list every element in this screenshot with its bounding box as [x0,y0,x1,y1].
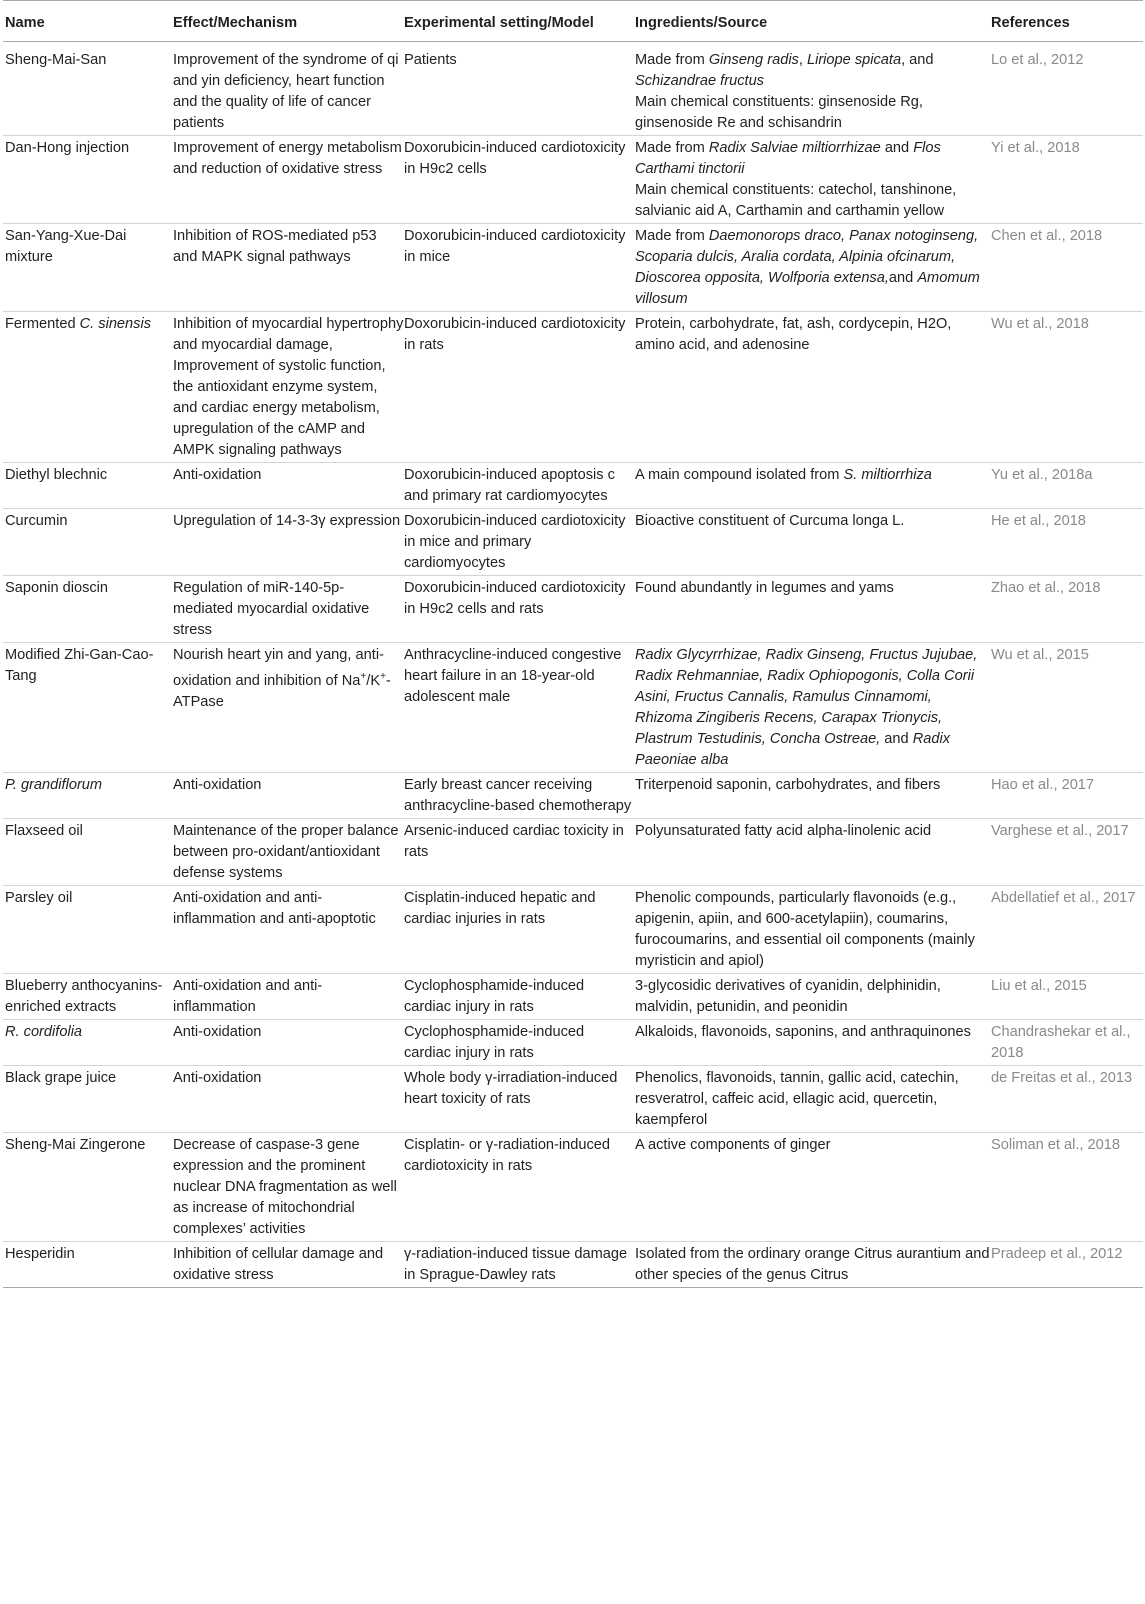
header-effect: Effect/Mechanism [173,15,298,31]
cell-name: Fermented C. sinensis [5,316,151,332]
cell-reference[interactable]: Chandrashekar et al., 2018 [991,1024,1131,1061]
cell-model: Early breast cancer receiving anthracycline-based chemotherapy [404,777,632,814]
table-row [3,136,1143,224]
cell-reference[interactable]: de Freitas et al., 2013 [991,1070,1133,1086]
cell-source: A main compound isolated from S. miltiorrhiza [635,467,932,483]
cell-model: Cyclophosphamide-induced cardiac injury in rats [404,978,585,1015]
table-row [3,1066,1143,1133]
cell-model: Whole body γ-irradiation-induced heart toxicity of rats [404,1070,618,1107]
cell-reference[interactable]: Pradeep et al., 2012 [991,1246,1123,1262]
cell-effect: Anti-oxidation and anti-inflammation [173,978,323,1015]
header-name: Name [5,15,45,31]
cell-reference[interactable]: Hao et al., 2017 [991,777,1095,793]
cell-model: Anthracycline-induced congestive heart failure in an 18-year-old adolescent male [404,647,622,705]
table-row [3,773,1143,819]
cell-effect: Regulation of miR-140-5p-mediated myocardial oxidative stress [173,580,370,638]
table-row [3,1020,1143,1066]
cell-reference[interactable]: Varghese et al., 2017 [991,823,1129,839]
cell-reference[interactable]: Wu et al., 2018 [991,316,1089,332]
cell-model: Patients [404,52,457,68]
cell-model: Doxorubicin-induced cardiotoxicity in mice and primary cardiomyocytes [404,513,626,571]
cell-effect: Anti-oxidation and anti-inflammation and anti-apoptotic [173,890,376,927]
cell-model: γ-radiation-induced tissue damage in Sprague-Dawley rats [404,1246,628,1283]
cell-effect: Decrease of caspase-3 gene expression and the prominent nuclear DNA fragmentation as well as increase of mitochondrial complexes’ activities [173,1137,397,1237]
cell-source: Made from Radix Salviae miltiorrhizae and Flos Carthami tinctorii Main chemical constituents: catechol, tanshinone, salvianic aid A, Carthamin and carthamin yellow [635,140,957,219]
cell-effect: Improvement of energy metabolism and reduction of oxidative stress [173,140,402,177]
cell-effect: Nourish heart yin and yang, anti-oxidation and inhibition of Na+/K+-ATPase [173,647,391,710]
cell-model: Doxorubicin-induced cardiotoxicity in rats [404,316,626,353]
table-row [3,819,1143,886]
cell-name: Diethyl blechnic [5,467,108,483]
cell-name: Curcumin [5,513,68,529]
table-header [3,1,1143,42]
table-row [3,224,1143,312]
cell-name: Saponin dioscin [5,580,109,596]
table-row [3,42,1143,136]
table-row [3,974,1143,1020]
cell-name: Hesperidin [5,1246,75,1262]
cell-reference[interactable]: Chen et al., 2018 [991,228,1103,244]
cell-effect: Inhibition of ROS-mediated p53 and MAPK signal pathways [173,228,377,265]
cell-name: Black grape juice [5,1070,117,1086]
table-row [3,1133,1143,1242]
cell-reference[interactable]: Wu et al., 2015 [991,647,1089,663]
cell-model: Doxorubicin-induced apoptosis c and primary rat cardiomyocytes [404,467,615,504]
table-row [3,576,1143,643]
cell-source: Phenolic compounds, particularly flavonoids (e.g., apigenin, apiin, and 600-acetylapiin), coumarins, furocoumarins, and essential oil components (mainly myristicin and apiol) [635,890,975,969]
header-source: Ingredients/Source [635,15,768,31]
cell-source: A active components of ginger [635,1137,831,1153]
cell-name: Dan-Hong injection [5,140,130,156]
data-table [3,0,1143,1288]
cell-effect: Maintenance of the proper balance between pro-oxidant/antioxidant defense systems [173,823,399,881]
table-row [3,463,1143,509]
cell-effect: Anti-oxidation [173,1024,262,1040]
cell-source: Radix Glycyrrhizae, Radix Ginseng, Fructus Jujubae, Radix Rehmanniae, Radix Ophiopogonis, Colla Corii Asini, Fructus Cannalis, Ramulus Cinnamomi, Rhizoma Zingiberis Recens, Carapax Trionycis, Plastrum Testudinis, Concha Ostreae, and Radix Paeoniae alba [635,647,978,768]
cell-name: Parsley oil [5,890,73,906]
cell-reference[interactable]: Yi et al., 2018 [991,140,1080,156]
cell-model: Doxorubicin-induced cardiotoxicity in mice [404,228,626,265]
cell-model: Cyclophosphamide-induced cardiac injury in rats [404,1024,585,1061]
cell-effect: Inhibition of myocardial hypertrophy and myocardial damage, Improvement of systolic function, the antioxidant enzyme system, and cardiac energy metabolism, upregulation of the cAMP and AMPK signaling pathways [173,316,404,458]
cell-reference[interactable]: Lo et al., 2012 [991,52,1084,68]
cell-name: Sheng-Mai Zingerone [5,1137,146,1153]
cell-source: Made from Ginseng radis, Liriope spicata, and Schizandrae fructus Main chemical constituents: ginsenoside Rg, ginsenoside Re and schisandrin [635,52,934,131]
table-row [3,1242,1143,1288]
table-row [3,509,1143,576]
cell-name: Blueberry anthocyanins-enriched extracts [5,978,163,1015]
cell-reference[interactable]: Soliman et al., 2018 [991,1137,1120,1153]
cell-name: Flaxseed oil [5,823,83,839]
cell-model: Cisplatin-induced hepatic and cardiac injuries in rats [404,890,596,927]
cell-name: Sheng-Mai-San [5,52,107,68]
cell-source: Polyunsaturated fatty acid alpha-linolenic acid [635,823,932,839]
cell-effect: Improvement of the syndrome of qi and yin deficiency, heart function and the quality of life of cancer patients [173,52,399,131]
table-row [3,312,1143,463]
cell-source: Phenolics, flavonoids, tannin, gallic acid, catechin, resveratrol, caffeic acid, ellagic acid, quercetin, kaempferol [635,1070,959,1128]
cell-effect: Anti-oxidation [173,1070,262,1086]
table-row [3,886,1143,974]
cell-name: San-Yang-Xue-Dai mixture [5,228,127,265]
cell-name: P. grandiflorum [5,777,103,793]
cell-source: 3-glycosidic derivatives of cyanidin, delphinidin, malvidin, petunidin, and peonidin [635,978,941,1015]
cell-source: Triterpenoid saponin, carbohydrates, and fibers [635,777,941,793]
cell-effect: Inhibition of cellular damage and oxidative stress [173,1246,384,1283]
cell-source: Alkaloids, flavonoids, saponins, and anthraquinones [635,1024,971,1040]
cell-effect: Anti-oxidation [173,777,262,793]
header-model: Experimental setting/Model [404,15,594,31]
cell-model: Doxorubicin-induced cardiotoxicity in H9c2 cells and rats [404,580,626,617]
cell-source: Made from Daemonorops draco, Panax notoginseng, Scoparia dulcis, Aralia cordata, Alpinia ofcinarum, Dioscorea opposita, Wolfporia extensa,and Amomum villosum [635,228,980,307]
cell-model: Doxorubicin-induced cardiotoxicity in H9c2 cells [404,140,626,177]
header-references: References [991,15,1070,31]
cell-model: Arsenic-induced cardiac toxicity in rats [404,823,624,860]
cell-reference[interactable]: Yu et al., 2018a [991,467,1093,483]
cell-reference[interactable]: He et al., 2018 [991,513,1086,529]
cell-effect: Upregulation of 14-3-3γ expression [173,513,401,529]
cell-reference[interactable]: Abdellatief et al., 2017 [991,890,1136,906]
cell-source: Bioactive constituent of Curcuma longa L. [635,513,905,529]
header-row [3,1,1143,42]
cell-reference[interactable]: Zhao et al., 2018 [991,580,1101,596]
cell-source: Found abundantly in legumes and yams [635,580,894,596]
cell-name: Modified Zhi-Gan-Cao-Tang [5,647,154,684]
table-row [3,643,1143,773]
cell-effect: Anti-oxidation [173,467,262,483]
cell-source: Isolated from the ordinary orange Citrus aurantium and other species of the genus Citrus [635,1246,990,1283]
cell-model: Cisplatin- or γ-radiation-induced cardiotoxicity in rats [404,1137,611,1174]
cell-source: Protein, carbohydrate, fat, ash, cordycepin, H2O, amino acid, and adenosine [635,316,952,353]
cell-reference[interactable]: Liu et al., 2015 [991,978,1087,994]
cell-name: R. cordifolia [5,1024,83,1040]
table-body [3,42,1143,1288]
